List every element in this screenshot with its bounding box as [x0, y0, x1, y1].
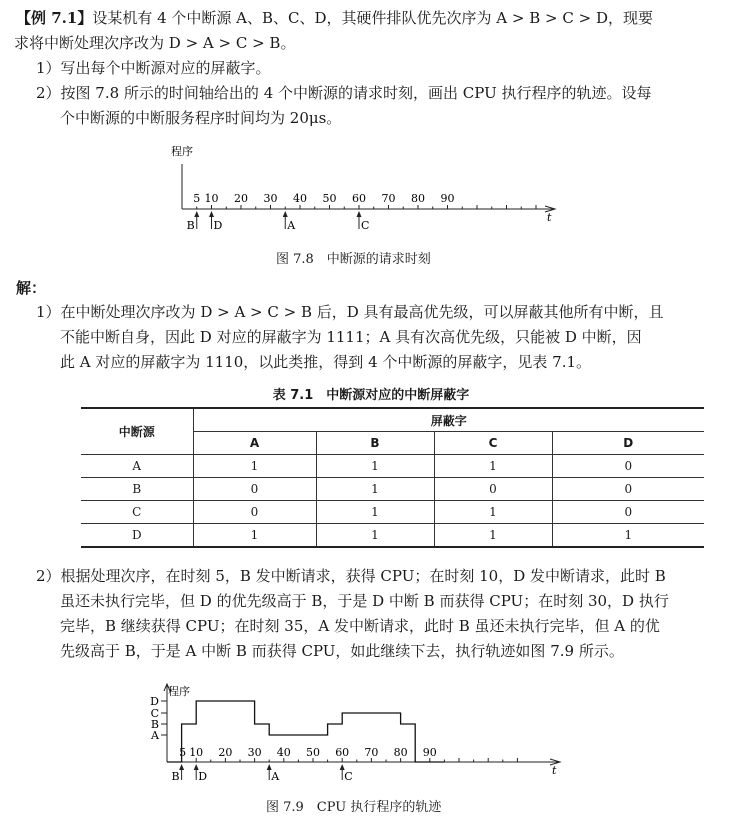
mask-bit: 1 [434, 455, 552, 478]
tick-label: 20 [218, 746, 233, 759]
question-2-line-1: 2）按图 7.8 所示的时间轴给出的 4 个中断源的请求时刻，画出 CPU 执行程序的轨迹。设每 [36, 84, 652, 102]
paragraph-2-line-1: 2）根据处理次序，在时刻 5，B 发中断请求，获得 CPU；在时刻 10，D 发中断请求，此时 B [36, 567, 666, 585]
tick-label: 10 [204, 192, 219, 205]
level-label-a: A [151, 729, 159, 742]
figure-7-8-caption: 图 7.8 中断源的请求时刻 [276, 252, 431, 267]
tick-label: 60 [335, 746, 350, 759]
column-header-b: B [316, 432, 434, 455]
mask-bit: 0 [193, 501, 316, 524]
mask-bit: 0 [193, 478, 316, 501]
solution-heading: 解： [16, 279, 47, 297]
table-row [81, 455, 704, 478]
example-line-1 [16, 8, 653, 28]
tick-label: 90 [422, 746, 437, 759]
tick-label: 40 [293, 192, 307, 205]
row-header: 中断源 [81, 408, 193, 455]
row-source: C [81, 501, 193, 524]
column-header-c: C [434, 432, 552, 455]
tick-label: 40 [276, 746, 291, 759]
request-arrow-c-head [357, 211, 362, 217]
mask-bit: 1 [434, 524, 552, 548]
request-arrow-b-head [194, 211, 199, 217]
y-axis-label: 程序 [168, 685, 190, 698]
mask-table [81, 407, 704, 548]
request-arrow-b-head [179, 764, 184, 770]
tick-label: 60 [352, 192, 366, 205]
figure-7-8 [0, 138, 742, 240]
tick-label: 30 [247, 746, 262, 759]
level-label-b: B [150, 718, 159, 731]
mask-bit: 1 [316, 524, 434, 548]
row-source: D [81, 524, 193, 548]
tick-label: 70 [381, 192, 396, 205]
figure-7-9 [0, 676, 742, 788]
mask-bit: 1 [316, 501, 434, 524]
example-line-2: 求将中断处理次序改为 D > A > C > B。 [14, 34, 296, 52]
figure-7-9-caption: 图 7.9 CPU 执行程序的轨迹 [266, 800, 442, 815]
request-label-d: D [213, 219, 223, 232]
example-text-1: 设某机有 4 个中断源 A、B、C、D，其硬件排队优先次序为 A > B > C > D，现要 [92, 9, 653, 27]
request-label-b: B [186, 219, 195, 232]
example-tag: 【例 7.1】 [16, 9, 93, 27]
tick-label: 80 [393, 746, 408, 759]
request-label-b: B [171, 770, 180, 783]
question-2-line-2: 个中断源的中断服务程序时间均为 20μs。 [60, 109, 342, 127]
tick-label: 90 [440, 192, 455, 205]
table-row [81, 501, 704, 524]
mask-bit: 1 [316, 478, 434, 501]
request-label-d: D [198, 770, 208, 783]
mask-bit: 1 [193, 524, 316, 548]
tick-label: 5 [193, 192, 201, 205]
request-label-a: A [271, 770, 280, 783]
request-arrow-a-head [283, 211, 288, 217]
request-label-c: C [344, 770, 353, 783]
solution-p1-line-3: 此 A 对应的屏蔽字为 1110，以此类推，得到 4 个中断源的屏蔽字，见表 7.1。 [60, 353, 592, 371]
mask-bit: 1 [434, 501, 552, 524]
paragraph-2-line-2: 虽还未执行完毕，但 D 的优先级高于 B，于是 D 中断 B 而获得 CPU；在时刻 30，D 执行 [60, 592, 669, 610]
tick-label: 30 [263, 192, 278, 205]
group-header: 屏蔽字 [193, 408, 704, 432]
request-label-a: A [287, 219, 296, 232]
table-header-row [81, 408, 704, 432]
solution-p1-line-1: 1）在中断处理次序改为 D > A > C > B 后，D 具有最高优先级，可以屏蔽其他所有中断，且 [36, 303, 664, 321]
table-7-1-title: 表 7.1 中断源对应的中断屏蔽字 [272, 388, 470, 403]
tick-label: 80 [411, 192, 425, 205]
level-label-d: D [150, 695, 159, 708]
column-header-d: D [552, 432, 704, 455]
mask-bit: 0 [434, 478, 552, 501]
mask-bit: 0 [552, 455, 704, 478]
solution-p1-line-2: 不能中断自身，因此 D 对应的屏蔽字为 1111；A 具有次高优先级，只能被 D 中断，因 [60, 328, 642, 346]
time-axis-label: t [547, 211, 552, 224]
tick-label: 50 [322, 192, 337, 205]
tick-label: 70 [364, 746, 379, 759]
mask-bit: 1 [193, 455, 316, 478]
y-axis-label: 程序 [171, 145, 193, 158]
mask-bit: 1 [316, 455, 434, 478]
mask-bit: 0 [552, 501, 704, 524]
tick-label: 20 [234, 192, 248, 205]
row-source: B [81, 478, 193, 501]
time-axis-label: t [552, 764, 557, 777]
level-label-c: C [150, 707, 159, 720]
question-1: 1）写出每个中断源对应的屏蔽字。 [36, 59, 271, 77]
table-row [81, 524, 704, 548]
tick-label: 10 [189, 746, 204, 759]
paragraph-2-line-4: 先级高于 B，于是 A 中断 B 而获得 CPU，如此继续下去，执行轨迹如图 7.9 所示。 [60, 642, 624, 660]
paragraph-2-line-3: 完毕，B 继续获得 CPU；在时刻 35，A 发中断请求，此时 B 虽还未执行完毕，但 A 的优 [60, 617, 660, 635]
request-arrow-d-head [209, 211, 214, 217]
column-header-a: A [193, 432, 316, 455]
tick-label: 50 [306, 746, 320, 759]
row-source: A [81, 455, 193, 478]
tick-label: 5 [179, 746, 187, 759]
request-label-c: C [361, 219, 370, 232]
mask-bit: 1 [552, 524, 704, 548]
mask-bit: 0 [552, 478, 704, 501]
table-row [81, 478, 704, 501]
